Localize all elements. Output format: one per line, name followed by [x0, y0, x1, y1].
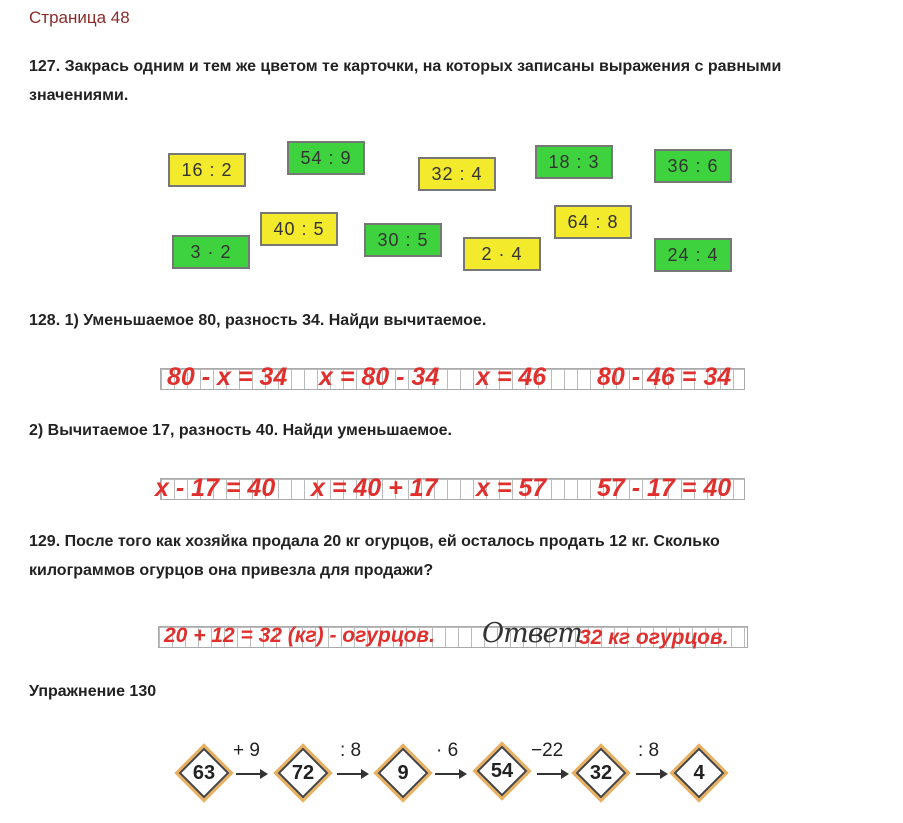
- chain-diamond: [570, 742, 632, 804]
- expression-card[interactable]: 18 : 3: [535, 145, 613, 179]
- chain-diamond: [471, 740, 533, 802]
- chain-operation: : 8: [340, 740, 362, 761]
- chain-value: 72: [291, 761, 315, 784]
- chain-operation: −22: [531, 740, 564, 761]
- chain-diamond: [173, 742, 235, 804]
- solution: 20 + 12 = 32 (кг) - огурцов.: [164, 624, 435, 647]
- expression-card[interactable]: 24 : 4: [654, 238, 732, 272]
- chain-diamond: [272, 742, 334, 804]
- chain-value: 63: [192, 761, 216, 784]
- expression-card[interactable]: 32 : 4: [418, 157, 496, 191]
- equation: x = 80 - 34: [319, 363, 440, 391]
- arrow-right-icon: [537, 773, 567, 775]
- expression-card[interactable]: 2 · 4: [463, 237, 541, 271]
- arrow-right-icon: [435, 773, 465, 775]
- expression-card[interactable]: 40 : 5: [260, 212, 338, 246]
- arrow-right-icon: [636, 773, 666, 775]
- equation: x = 46: [476, 363, 547, 391]
- expression-card[interactable]: 30 : 5: [364, 223, 442, 257]
- expression-card[interactable]: 54 : 9: [287, 141, 365, 175]
- chain-diamond: [668, 742, 730, 804]
- equation: x = 57: [476, 474, 547, 502]
- task-127-text-line2: значениями.: [29, 87, 129, 104]
- chain-operation: + 9: [233, 740, 260, 761]
- answer-label: Ответ: [482, 618, 583, 649]
- answer: 32 кг огурцов.: [579, 626, 729, 649]
- task-128-part2: 2) Вычитаемое 17, разность 40. Найди уменьшаемое.: [29, 422, 452, 439]
- chain-value: 54: [490, 759, 514, 782]
- expression-card[interactable]: 16 : 2: [168, 153, 246, 187]
- equation: x = 40 + 17: [311, 474, 438, 502]
- chain-value: 9: [397, 761, 409, 784]
- equation: 80 - x = 34: [167, 363, 288, 391]
- equation: 80 - 46 = 34: [597, 363, 732, 391]
- chain-operation: : 8: [638, 740, 660, 761]
- equation: x - 17 = 40: [155, 474, 276, 502]
- chain-operation: · 6: [436, 740, 459, 761]
- expression-card[interactable]: 36 : 6: [654, 149, 732, 183]
- expression-card[interactable]: 64 : 8: [554, 205, 632, 239]
- task-129-text-line1: 129. После того как хозяйка продала 20 кг огурцов, ей осталось продать 12 кг. Сколько: [29, 533, 720, 550]
- chain-value: 32: [589, 761, 613, 784]
- task-127-text-line1: 127. Закрась одним и тем же цветом те карточки, на которых записаны выражения с равными: [29, 58, 782, 75]
- page-title: Страница 48: [29, 8, 130, 27]
- expression-card[interactable]: 3 · 2: [172, 235, 250, 269]
- arrow-right-icon: [337, 773, 367, 775]
- task-129-text-line2: килограммов огурцов она привезла для продажи?: [29, 562, 434, 579]
- arrow-right-icon: [236, 773, 266, 775]
- chain-diamond: [372, 742, 434, 804]
- chain-value: 4: [693, 761, 705, 784]
- task-130-title: Упражнение 130: [29, 683, 157, 700]
- equation: 57 - 17 = 40: [597, 474, 732, 502]
- task-128-part1: 128. 1) Уменьшаемое 80, разность 34. Найди вычитаемое.: [29, 312, 487, 329]
